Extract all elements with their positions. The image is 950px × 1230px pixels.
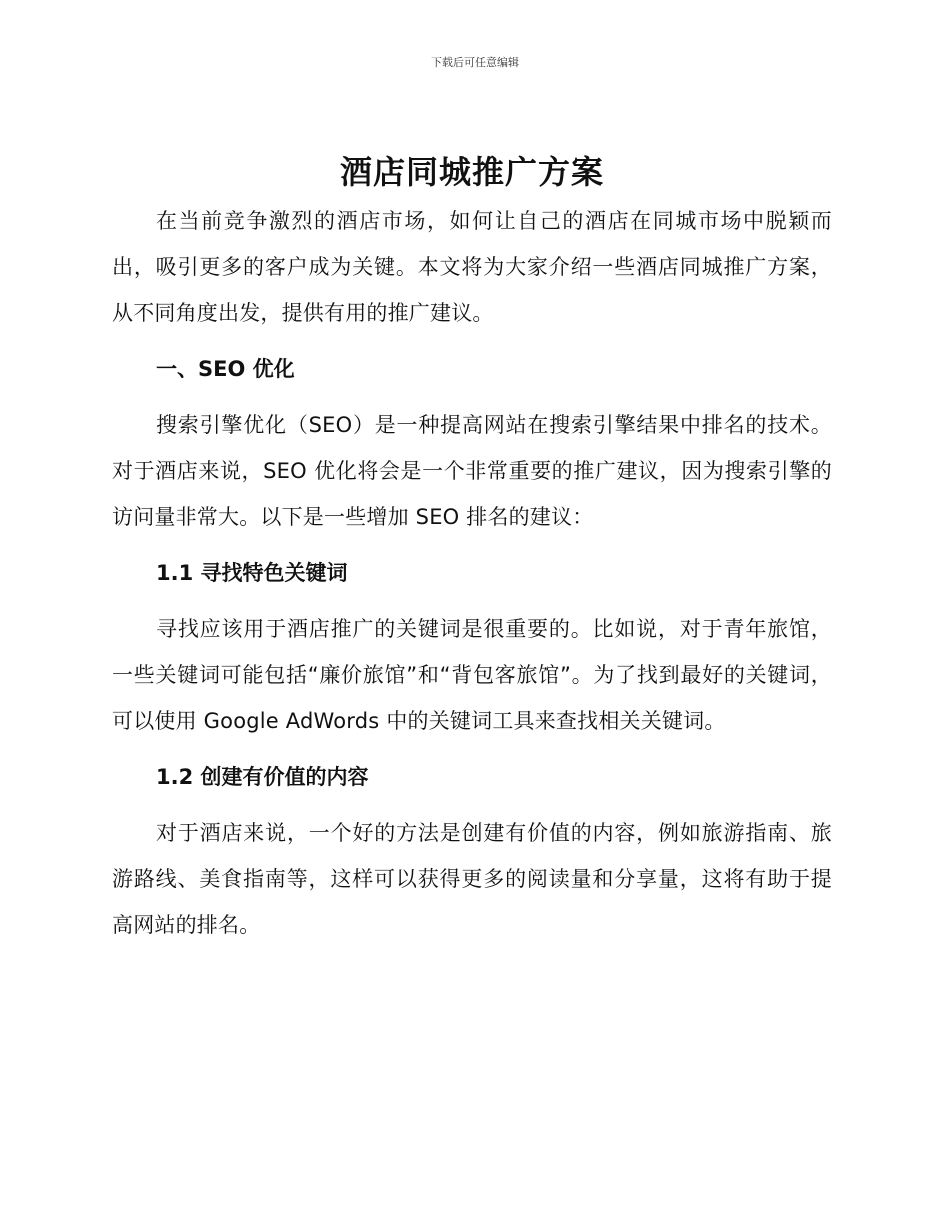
subsection-heading-content: 1.2 创建有价值的内容: [156, 765, 369, 789]
subsection-heading-keywords: 1.1 寻找特色关键词: [156, 561, 348, 585]
seo-paragraph: 搜索引擎优化（SEO）是一种提高网站在搜索引擎结果中排名的技术。对于酒店来说，SEO 优化将会是一个非常重要的推广建议，因为搜索引擎的访问量非常大。以下是一些增加 SEO 排名的建议：: [112, 413, 832, 529]
page-header-note: 下载后可任意编辑: [431, 56, 519, 69]
intro-paragraph: 在当前竞争激烈的酒店市场，如何让自己的酒店在同城市场中脱颖而出，吸引更多的客户成为关键。本文将为大家介绍一些酒店同城推广方案，从不同角度出发，提供有用的推广建议。: [112, 209, 832, 325]
document-title: 酒店同城推广方案: [339, 153, 604, 191]
document-body: [112, 148, 832, 948]
content-paragraph: 对于酒店来说，一个好的方法是创建有价值的内容，例如旅游指南、旅游路线、美食指南等，这样可以获得更多的阅读量和分享量，这将有助于提高网站的排名。: [112, 821, 832, 937]
keywords-paragraph: 寻找应该用于酒店推广的关键词是很重要的。比如说，对于青年旅馆，一些关键词可能包括“廉价旅馆”和“背包客旅馆”。为了找到最好的关键词，可以使用 Google AdWords 中的关键词工具来查找相关关键词。: [112, 617, 832, 733]
section-heading-seo: 一、SEO 优化: [156, 357, 295, 381]
